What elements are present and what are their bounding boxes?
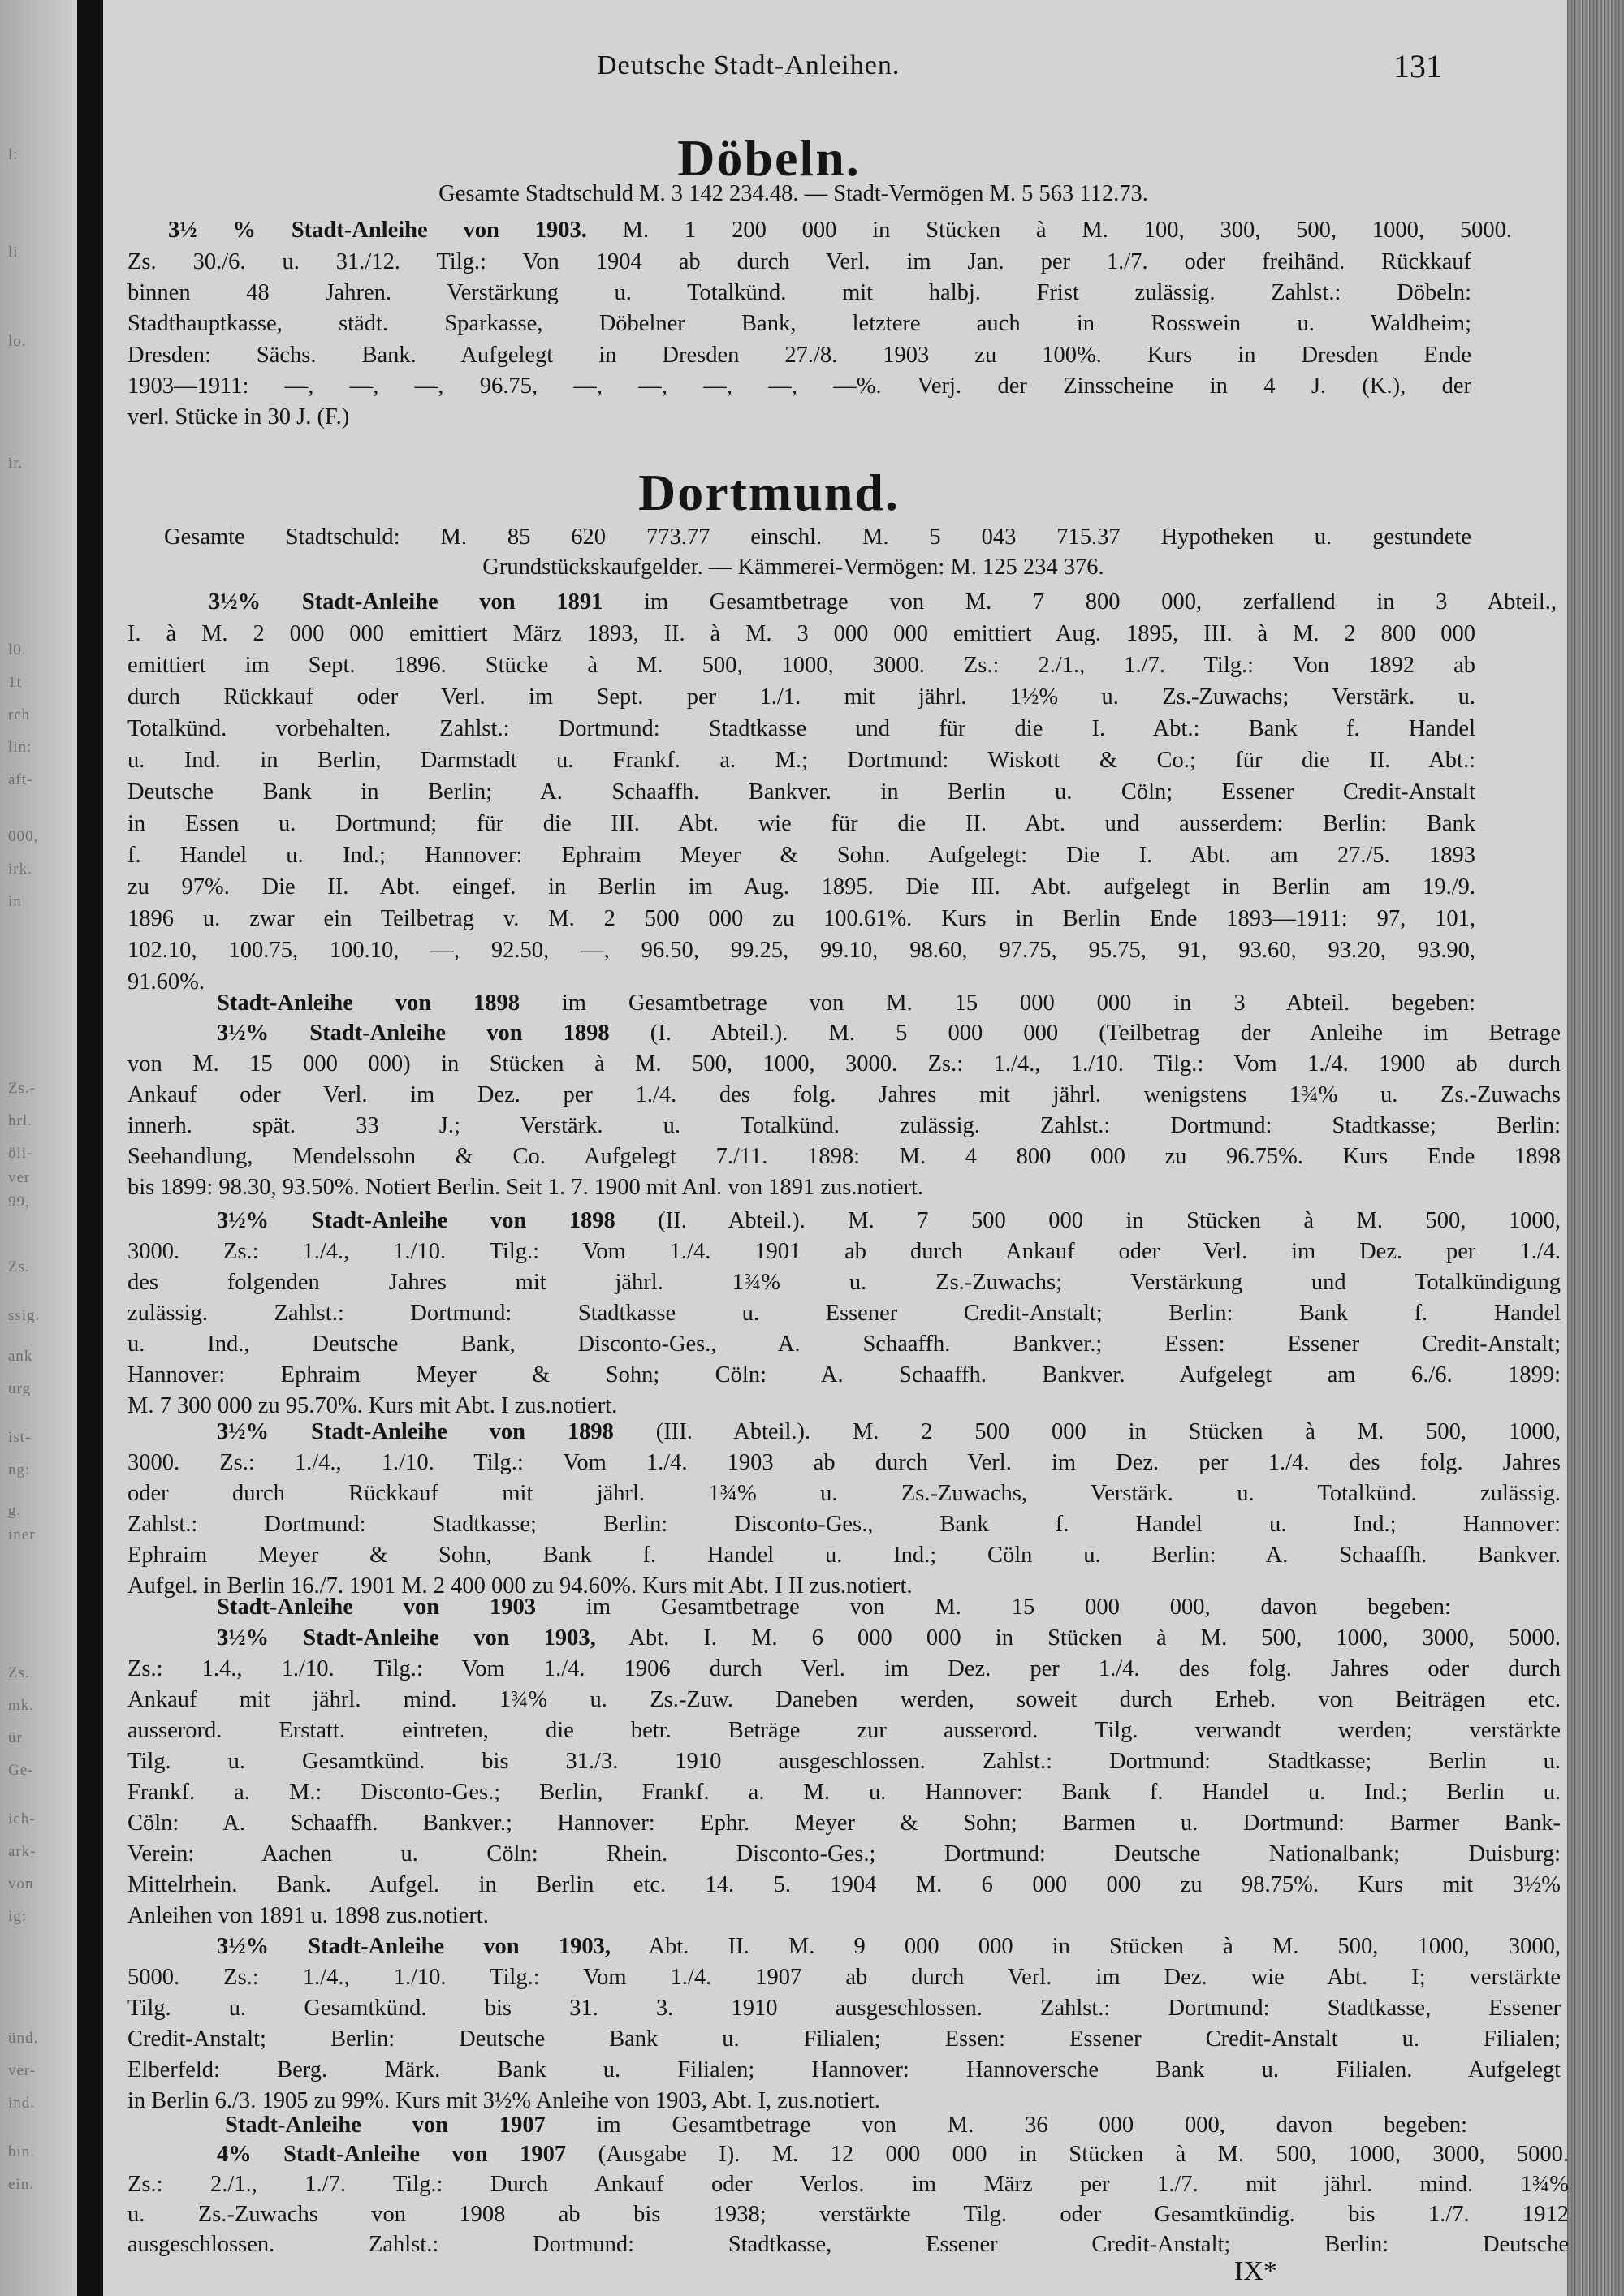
- margin-fragment: ind.: [8, 2095, 36, 2112]
- margin-fragment: rch: [8, 706, 31, 723]
- text-line: 3½% Stadt-Anleihe von 1903, Abt. I. M. 6 000 000 in Stücken à M. 500, 1000, 3000, 5000.: [217, 1625, 1561, 1651]
- text-line: durch Rückkauf oder Verl. im Sept. per 1./1. mit jährl. 1½% u. Zs.-Zuwachs; Verstärk. u.: [127, 684, 1475, 710]
- margin-fragment: ng:: [8, 1461, 31, 1478]
- text-line: bis 1899: 98.30, 93.50%. Notiert Berlin. Seit 1. 7. 1900 mit Anl. von 1891 zus.notiert.: [127, 1175, 924, 1200]
- margin-fragment: öli-: [8, 1145, 33, 1162]
- text-line: Cöln: A. Schaaffh. Bankver.; Hannover: Ephr. Meyer & Sohn; Barmen u. Dortmund: Barmer Bank-: [127, 1810, 1561, 1836]
- margin-fragment: ür: [8, 1729, 23, 1746]
- text-line: oder durch Rückkauf mit jährl. 1¾% u. Zs.-Zuwachs, Verstärk. u. Totalkünd. zulässig.: [127, 1481, 1561, 1506]
- text-line: 3½% Stadt-Anleihe von 1898 (II. Abteil.). M. 7 500 000 in Stücken à M. 500, 1000,: [217, 1208, 1561, 1233]
- text-line: 102.10, 100.75, 100.10, —, 92.50, —, 96.50, 99.25, 99.10, 98.60, 97.75, 95.75, 91, 93.60, 93.20, 93.90,: [127, 938, 1475, 963]
- text-line: ausserord. Erstatt. eintreten, die betr. Beträge zur ausserord. Tilg. verwandt werden; verstärkte: [127, 1718, 1561, 1743]
- margin-fragment: l:: [8, 146, 19, 163]
- text-line: u. Zs.-Zuwachs von 1908 ab bis 1938; verstärkte Tilg. oder Gesamtkündig. bis 1./7. 1912: [127, 2202, 1569, 2227]
- text-line: Mittelrhein. Bank. Aufgel. in Berlin etc. 14. 5. 1904 M. 6 000 000 zu 98.75%. Kurs mit 3½%: [127, 1872, 1561, 1897]
- margin-fragment: ir.: [8, 455, 24, 472]
- running-head: Deutsche Stadt-Anleihen.: [597, 50, 901, 80]
- text-line: Tilg. u. Gesamtkünd. bis 31. 3. 1910 ausgeschlossen. Zahlst.: Dortmund: Stadtkasse, Essener: [127, 1996, 1561, 2021]
- text-line: Stadthauptkasse, städt. Sparkasse, Döbelner Bank, letztere auch in Rosswein u. Waldheim;: [127, 311, 1471, 336]
- text-line: 5000. Zs.: 1./4., 1./10. Tilg.: Vom 1./4. 1907 ab durch Verl. im Dez. wie Abt. I; verstärkte: [127, 1965, 1561, 1990]
- book-page: [103, 0, 1567, 2296]
- margin-fragment: 1t: [8, 674, 22, 691]
- text-line: 1896 u. zwar ein Teilbetrag v. M. 2 500 000 zu 100.61%. Kurs in Berlin Ende 1893—1911: 97, 101,: [127, 906, 1475, 931]
- text-line: Tilg. u. Gesamtkünd. bis 31./3. 1910 ausgeschlossen. Zahlst.: Dortmund: Stadtkasse; Berlin u.: [127, 1749, 1561, 1774]
- margin-fragment: ark-: [8, 1843, 37, 1860]
- margin-fragment: von: [8, 1875, 34, 1892]
- text-line: Frankf. a. M.: Disconto-Ges.; Berlin, Frankf. a. M. u. Hannover: Bank f. Handel u. Ind.; Berlin u.: [127, 1780, 1561, 1805]
- text-line: Zs. 30./6. u. 31./12. Tilg.: Von 1904 ab durch Verl. im Jan. per 1./7. oder freihänd. Rückkauf: [127, 249, 1471, 274]
- text-line: verl. Stücke in 30 J. (F.): [127, 404, 350, 429]
- margin-fragment: ein.: [8, 2176, 34, 2193]
- text-line: Deutsche Bank in Berlin; A. Schaaffh. Bankver. in Berlin u. Cöln; Essener Credit-Anstalt: [127, 779, 1475, 805]
- text-line: zulässig. Zahlst.: Dortmund: Stadtkasse u. Essener Credit-Anstalt; Berlin: Bank f. Handel: [127, 1301, 1561, 1326]
- margin-fragment: irk.: [8, 861, 32, 878]
- text-line: 4% Stadt-Anleihe von 1907 (Ausgabe I). M. 12 000 000 in Stücken à M. 500, 1000, 3000, 5000.: [217, 2142, 1569, 2167]
- margin-fragment: ist-: [8, 1429, 32, 1446]
- text-line: 91.60%.: [127, 969, 205, 995]
- text-line: innerh. spät. 33 J.; Verstärk. u. Totalkünd. zulässig. Zahlst.: Dortmund: Stadtkasse; Berlin:: [127, 1113, 1561, 1138]
- text-line: Credit-Anstalt; Berlin: Deutsche Bank u. Filialen; Essen: Essener Credit-Anstalt u. Filialen;: [127, 2026, 1561, 2052]
- adjacent-page-text: [0, 0, 77, 2296]
- text-line: binnen 48 Jahren. Verstärkung u. Totalkünd. mit halbj. Frist zulässig. Zahlst.: Döbeln:: [127, 280, 1471, 305]
- margin-fragment: ver: [8, 1169, 31, 1186]
- margin-fragment: Zs.: [8, 1664, 30, 1681]
- text-line: M. 7 300 000 zu 95.70%. Kurs mit Abt. I zus.notiert.: [127, 1393, 618, 1418]
- text-line: Stadt-Anleihe von 1903 im Gesamtbetrage von M. 15 000 000, davon begeben:: [217, 1595, 1451, 1620]
- margin-fragment: Ge-: [8, 1762, 34, 1779]
- page-number: 131: [1393, 48, 1442, 84]
- margin-fragment: ssig.: [8, 1307, 41, 1324]
- text-line: zu 97%. Die II. Abt. eingef. in Berlin im Aug. 1895. Die III. Abt. aufgelegt in Berlin am 19./9.: [127, 874, 1475, 900]
- text-line: Stadt-Anleihe von 1898 im Gesamtbetrage von M. 15 000 000 in 3 Abteil. begeben:: [217, 990, 1475, 1016]
- text-line: 3½% Stadt-Anleihe von 1898 (III. Abteil.). M. 2 500 000 in Stücken à M. 500, 1000,: [217, 1419, 1561, 1444]
- text-line: Ankauf oder Verl. im Dez. per 1./4. des folg. Jahres mit jährl. wenigstens 1¾% u. Zs.-Zuwachs: [127, 1082, 1561, 1107]
- margin-fragment: Zs.: [8, 1258, 30, 1275]
- margin-fragment: ver-: [8, 2062, 37, 2079]
- section-title-doebeln: Döbeln.: [677, 129, 861, 187]
- margin-fragment: g.: [8, 1502, 22, 1519]
- text-line: Zahlst.: Dortmund: Stadtkasse; Berlin: Disconto-Ges., Bank f. Handel u. Ind.; Hannover:: [127, 1512, 1561, 1537]
- margin-fragment: bin.: [8, 2143, 36, 2160]
- text-line: 3000. Zs.: 1./4., 1./10. Tilg.: Vom 1./4. 1903 ab durch Verl. im Dez. per 1./4. des folg. Jahres: [127, 1450, 1561, 1475]
- text-line: Stadt-Anleihe von 1907 im Gesamtbetrage von M. 36 000 000, davon begeben:: [225, 2113, 1467, 2138]
- text-line: Elberfeld: Berg. Märk. Bank u. Filialen; Hannover: Hannoversche Bank u. Filialen. Aufgelegt: [127, 2057, 1561, 2082]
- text-line: des folgenden Jahres mit jährl. 1¾% u. Zs.-Zuwachs; Verstärkung und Totalkündigung: [127, 1270, 1561, 1295]
- text-line: I. à M. 2 000 000 emittiert März 1893, II. à M. 3 000 000 emittiert Aug. 1895, III. à M. 2 800 000: [127, 621, 1475, 646]
- text-line: Hannover: Ephraim Meyer & Sohn; Cöln: A. Schaaffh. Bankver. Aufgelegt am 6./6. 1899:: [127, 1362, 1561, 1388]
- text-line: Zs.: 1.4., 1./10. Tilg.: Vom 1./4. 1906 durch Verl. im Dez. per 1./4. des folg. Jahres oder durch: [127, 1656, 1561, 1681]
- text-line: Zs.: 2./1., 1./7. Tilg.: Durch Ankauf oder Verlos. im März per 1./7. mit jährl. mind. 1¾%: [127, 2172, 1569, 2197]
- margin-fragment: Zs.-: [8, 1080, 37, 1097]
- text-line: Ankauf mit jährl. mind. 1¾% u. Zs.-Zuw. Daneben werden, soweit durch Erheb. von Beiträgen etc.: [127, 1687, 1561, 1712]
- text-line: in Berlin 6./3. 1905 zu 99%. Kurs mit 3½% Anleihe von 1903, Abt. I, zus.notiert.: [127, 2088, 880, 2113]
- margin-fragment: ank: [8, 1348, 33, 1365]
- text-line: Seehandlung, Mendelssohn & Co. Aufgelegt 7./11. 1898: M. 4 800 000 zu 96.75%. Kurs Ende 1898: [127, 1144, 1561, 1169]
- margin-fragment: ünd.: [8, 2030, 39, 2047]
- margin-fragment: ig:: [8, 1908, 28, 1925]
- margin-fragment: mk.: [8, 1697, 35, 1714]
- text-line: in Essen u. Dortmund; für die III. Abt. wie für die II. Abt. und ausserdem: Berlin: Bank: [127, 811, 1475, 836]
- text-line: Dresden: Sächs. Bank. Aufgelegt in Dresden 27./8. 1903 zu 100%. Kurs in Dresden Ende: [127, 343, 1471, 368]
- margin-fragment: l0.: [8, 641, 27, 658]
- text-line: Ephraim Meyer & Sohn, Bank f. Handel u. Ind.; Cöln u. Berlin: A. Schaaffh. Bankver.: [127, 1543, 1561, 1568]
- section-title-dortmund: Dortmund.: [637, 464, 901, 521]
- margin-fragment: li: [8, 244, 19, 261]
- text-line: 3000. Zs.: 1./4., 1./10. Tilg.: Vom 1./4. 1901 ab durch Ankauf oder Verl. im Dez. per 1./4.: [127, 1239, 1561, 1264]
- margin-fragment: hrl.: [8, 1112, 32, 1129]
- margin-fragment: lo.: [8, 333, 27, 350]
- text-line: ausgeschlossen. Zahlst.: Dortmund: Stadtkasse, Essener Credit-Anstalt; Berlin: Deutsche: [127, 2232, 1569, 2257]
- text-line: Anleihen von 1891 u. 1898 zus.notiert.: [127, 1903, 489, 1928]
- text-line: 3½% Stadt-Anleihe von 1891 im Gesamtbetrage von M. 7 800 000, zerfallend in 3 Abteil.,: [209, 589, 1557, 615]
- margin-fragment: in: [8, 893, 22, 910]
- text-line: f. Handel u. Ind.; Hannover: Ephraim Meyer & Sohn. Aufgelegt: Die I. Abt. am 27./5. 1893: [127, 843, 1475, 868]
- text-line: Totalkünd. vorbehalten. Zahlst.: Dortmund: Stadtkasse und für die I. Abt.: Bank f. Handel: [127, 716, 1475, 741]
- margin-fragment: iner: [8, 1526, 36, 1543]
- page-edge: [1567, 0, 1624, 2296]
- margin-fragment: ich-: [8, 1810, 36, 1828]
- text-line: Verein: Aachen u. Cöln: Rhein. Disconto-Ges.; Dortmund: Deutsche Nationalbank; Duisburg:: [127, 1841, 1561, 1867]
- margin-fragment: urg: [8, 1380, 31, 1397]
- text-line: Gesamte Stadtschuld: M. 85 620 773.77 einschl. M. 5 043 715.37 Hypotheken u. gestundete: [164, 524, 1471, 550]
- margin-fragment: lin:: [8, 739, 32, 756]
- text-line: 1903—1911: —, —, —, 96.75, —, —, —, —, —%. Verj. der Zinsscheine in 4 J. (K.), der: [127, 373, 1471, 399]
- margin-fragment: äft-: [8, 771, 33, 788]
- book-gutter: [77, 0, 103, 2296]
- text-line: Grundstückskaufgelder. — Kämmerei-Vermögen: M. 125 234 376.: [482, 555, 1104, 580]
- text-line: 3½% Stadt-Anleihe von 1898 (I. Abteil.). M. 5 000 000 (Teilbetrag der Anleihe im Betrage: [217, 1021, 1561, 1046]
- text-line: Aufgel. in Berlin 16./7. 1901 M. 2 400 000 zu 94.60%. Kurs mit Abt. I II zus.notiert.: [127, 1573, 913, 1599]
- signature-mark: IX*: [1234, 2256, 1277, 2286]
- text-line: 3½ % Stadt-Anleihe von 1903. M. 1 200 000 in Stücken à M. 100, 300, 500, 1000, 5000.: [168, 218, 1512, 243]
- margin-fragment: 99,: [8, 1193, 30, 1211]
- text-line: u. Ind. in Berlin, Darmstadt u. Frankf. a. M.; Dortmund: Wiskott & Co.; für die II. Abt.:: [127, 748, 1475, 773]
- text-line: emittiert im Sept. 1896. Stücke à M. 500, 1000, 3000. Zs.: 2./1., 1./7. Tilg.: Von 1892 ab: [127, 653, 1475, 678]
- margin-fragment: 000,: [8, 828, 39, 845]
- text-line: von M. 15 000 000) in Stücken à M. 500, 1000, 3000. Zs.: 1./4., 1./10. Tilg.: Vom 1./4. 1900 ab durch: [127, 1051, 1561, 1077]
- text-line: 3½% Stadt-Anleihe von 1903, Abt. II. M. 9 000 000 in Stücken à M. 500, 1000, 3000,: [217, 1934, 1561, 1959]
- text-line: Gesamte Stadtschuld M. 3 142 234.48. — Stadt-Vermögen M. 5 563 112.73.: [438, 181, 1148, 206]
- text-line: u. Ind., Deutsche Bank, Disconto-Ges., A. Schaaffh. Bankver.; Essen: Essener Credit-Anstalt;: [127, 1331, 1561, 1357]
